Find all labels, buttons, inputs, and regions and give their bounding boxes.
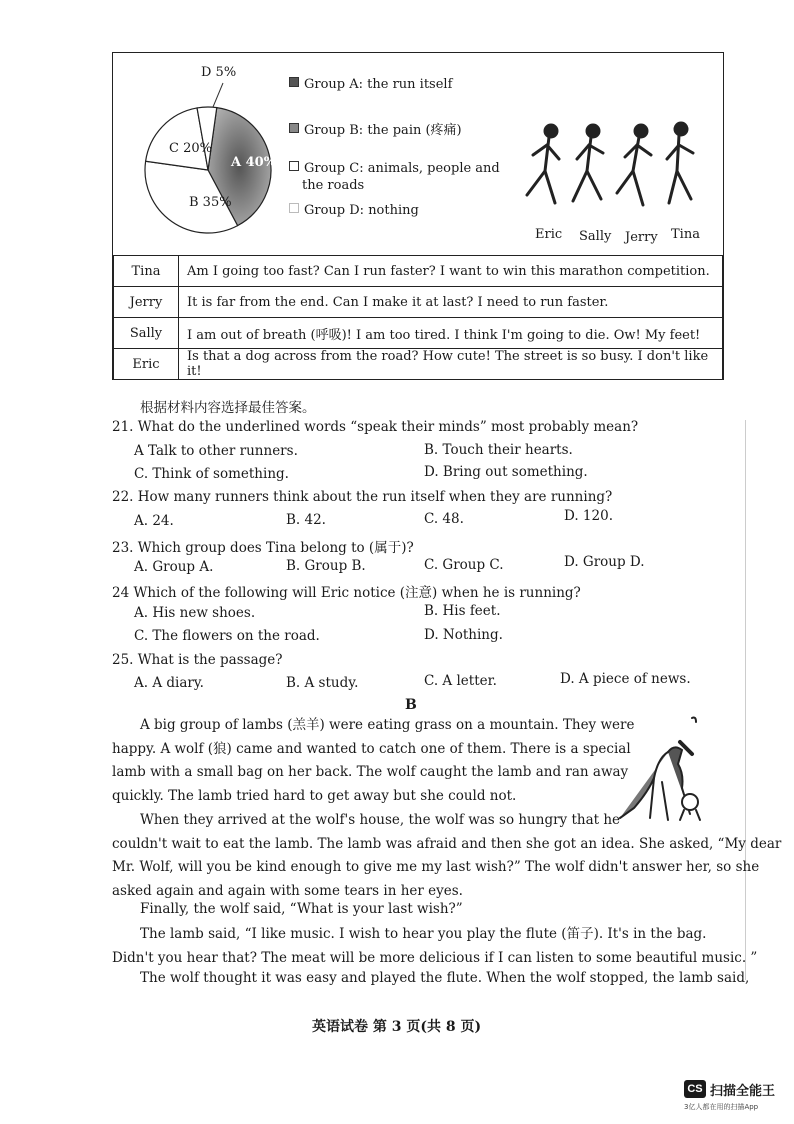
passage-p1 (112, 714, 635, 808)
speaker-name: Tina (114, 256, 179, 287)
question-24-stem: 24 Which of the following will Eric notice (注意) when he is running? (112, 585, 581, 601)
watermark-title: 扫描全能王 (710, 1084, 776, 1099)
passage-line: happy. A wolf (狼) came and wanted to catch one of them. There is a special (112, 740, 631, 757)
table-row (114, 318, 723, 349)
speaker-line: I am out of breath (呼吸)! I am too tired. I think I'm going to die. Ow! My feet! (179, 318, 723, 349)
pie-label-c: C 20% (169, 141, 212, 156)
question-25-option-b: B. A study. (286, 675, 359, 691)
pie-label-d: D 5% (201, 65, 237, 80)
speaker-line: Is that a dog across from the road? How cute! The street is so busy. I don't like it! (179, 349, 723, 380)
question-22-stem: 22. How many runners think about the run itself when they are running? (112, 489, 613, 505)
question-21-option-a: A Talk to other runners. (134, 443, 298, 459)
speaker-name: Eric (114, 349, 179, 380)
legend-label-b: Group B: the pain (疼痛) (304, 123, 462, 138)
question-23-option-c: C. Group C. (424, 557, 504, 573)
runner-name-2: Sally (579, 229, 612, 244)
runners-illustration (513, 119, 713, 229)
question-21-option-b: B. Touch their hearts. (424, 442, 573, 458)
pie-label-pointer (209, 81, 229, 111)
runner-name-1: Eric (535, 227, 563, 242)
question-23-option-d: D. Group D. (564, 554, 645, 570)
question-23-option-a: A. Group A. (134, 559, 214, 575)
question-22-option-c: C. 48. (424, 511, 464, 527)
watermark-subtitle: 3亿人都在用的扫描App (684, 1103, 759, 1111)
passage-p2 (112, 809, 781, 903)
dialogue-table (113, 255, 723, 380)
legend-label-c: Group C: animals, people and (304, 161, 500, 176)
chart-and-dialogue-box (112, 52, 724, 380)
question-22-option-d: D. 120. (564, 508, 613, 524)
instruction: 根据材料内容选择最佳答案。 (140, 400, 316, 416)
legend-item-c (289, 161, 500, 176)
pie-chart (143, 95, 273, 245)
speaker-line: Am I going too fast? Can I run faster? I want to win this marathon competition. (179, 256, 723, 287)
passage-p3: Finally, the wolf said, “What is your last wish?” (140, 901, 463, 917)
pie-label-a: A 40% (231, 155, 277, 170)
passage-line: Didn't you hear that? The meat will be more delicious if I can listen to some beautiful music. ” (112, 949, 758, 966)
question-25-option-a: A. A diary. (134, 675, 204, 691)
question-25-option-d: D. A piece of news. (560, 671, 691, 687)
speaker-line: It is far from the end. Can I make it at last? I need to run faster. (179, 287, 723, 318)
passage-line: quickly. The lamb tried hard to get away but she could not. (112, 787, 517, 804)
question-24-option-a: A. His new shoes. (134, 605, 256, 621)
table-row (114, 287, 723, 318)
passage-line: The lamb said, “I like music. I wish to hear you play the flute (笛子). It's in the bag. (140, 926, 707, 942)
question-24-option-d: D. Nothing. (424, 627, 503, 643)
question-21-option-d: D. Bring out something. (424, 464, 588, 480)
question-25-option-c: C. A letter. (424, 673, 497, 689)
question-23-stem: 23. Which group does Tina belong to (属于)? (112, 540, 414, 556)
table-row (114, 256, 723, 287)
watermark-badge: CS (684, 1080, 706, 1098)
question-22-option-a: A. 24. (134, 513, 174, 529)
passage-line: couldn't wait to eat the lamb. The lamb was afraid and then she got an idea. She asked, “My dear (112, 835, 782, 852)
runner-name-3: Jerry (625, 230, 658, 245)
legend-item-c-cont (302, 178, 364, 193)
legend-item-a (289, 77, 452, 92)
question-22-option-b: B. 42. (286, 512, 326, 528)
speaker-name: Sally (114, 318, 179, 349)
passage-line: Mr. Wolf, will you be kind enough to give me my last wish?” The wolf didn't answer her, so she (112, 859, 760, 875)
page-footer: 英语试卷 第 3 页(共 8 页) (312, 1019, 482, 1035)
question-24-option-b: B. His feet. (424, 603, 501, 619)
runner-name-4: Tina (671, 227, 700, 242)
table-row (114, 349, 723, 380)
legend-item-b (289, 119, 462, 138)
passage-line: A big group of lambs (羔羊) were eating grass on a mountain. They were (140, 717, 635, 733)
question-21-stem: 21. What do the underlined words “speak their minds” most probably mean? (112, 419, 639, 435)
passage-line: lamb with a small bag on her back. The wolf caught the lamb and ran away (112, 764, 629, 780)
passage-p5: The wolf thought it was easy and played the flute. When the wolf stopped, the lamb said, (140, 970, 750, 986)
question-23-option-b: B. Group B. (286, 558, 366, 574)
legend-label-c-cont: the roads (302, 178, 365, 193)
question-21-option-c: C. Think of something. (134, 466, 289, 482)
chart-area (113, 53, 723, 256)
section-b-heading: B (405, 697, 417, 713)
question-25-stem: 25. What is the passage? (112, 652, 283, 668)
passage-p4 (112, 923, 757, 970)
legend-label-a: Group A: the run itself (304, 77, 453, 92)
pie-label-b: B 35% (189, 195, 232, 210)
speaker-name: Jerry (114, 287, 179, 318)
legend-label-d: Group D: nothing (304, 203, 419, 218)
passage-line: asked again and again with some tears in her eyes. (112, 882, 463, 899)
legend-item-d (289, 203, 419, 218)
passage-line: When they arrived at the wolf's house, the wolf was so hungry that he (140, 812, 621, 828)
question-24-option-c: C. The flowers on the road. (134, 628, 320, 644)
